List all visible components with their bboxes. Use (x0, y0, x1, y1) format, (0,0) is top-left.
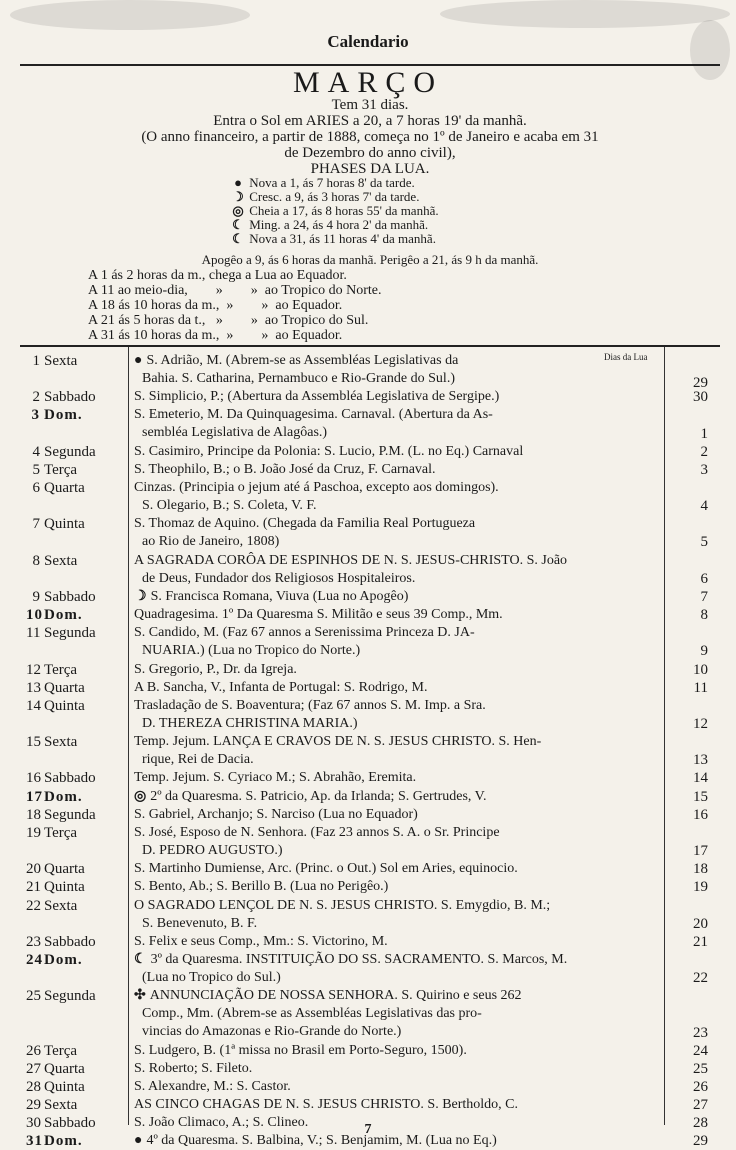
weekday: Sabbado (44, 933, 96, 950)
moon-phase-icon: ☾ (134, 951, 147, 967)
day-number: 27 (26, 1060, 41, 1077)
new-moon-crescent-icon: ☾ (232, 231, 244, 246)
moon-day-number: 27 (693, 1097, 708, 1114)
day-number: 19 (26, 824, 41, 841)
weekday: Dom. (44, 951, 83, 968)
description-text: Quadragesima. 1º Da Quaresma S. Militão e seus 39 Comp., Mm. (134, 607, 503, 623)
last-quarter-icon: ☾ (232, 217, 244, 232)
day-number: 24 (26, 951, 43, 968)
description-line (134, 588, 664, 606)
weekday: Sabbado (44, 1115, 96, 1132)
phases-title: PHASES DA LUA. (310, 161, 430, 177)
day-description (134, 461, 664, 479)
description-text: S. Adrião, M. (Abrem-se as Assembléas Legislativas da (146, 353, 459, 368)
weekday: Sabbado (44, 770, 96, 787)
description-line (134, 533, 664, 551)
description-text: ao Rio de Janeiro, 1808) (142, 534, 280, 550)
description-line (134, 897, 664, 915)
description-text: 2º da Quaresma. S. Patricio, Ap. da Irlanda; S. Gertrudes, V. (150, 788, 487, 804)
description-text: AS CINCO CHAGAS DE N. S. JESUS CHRISTO. S. Bertholdo, C. (134, 1097, 519, 1113)
description-text: ANNUNCIAÇÃO DE NOSSA SENHORA. S. Quirino e seus 262 (149, 988, 522, 1004)
day-description (134, 588, 664, 606)
day-label (26, 987, 126, 1005)
fiscal-note-line1: (O anno financeiro, a partir de 1888, começa no 1º de Janeiro e acaba em 31 (141, 129, 599, 145)
day-label (26, 1060, 126, 1078)
description-text: Trasladação de S. Boaventura; (Faz 67 annos S. M. Imp. a Sra. (134, 697, 486, 713)
weekday: Terça (44, 661, 78, 678)
description-text: Bahia. S. Catharina, Pernambuco e Rio-Grande do Sul.) (142, 371, 455, 386)
day-label (26, 733, 126, 751)
weekday: Segunda (44, 443, 96, 460)
description-text: 3º da Quaresma. INSTITUIÇÃO DO SS. SACRAMENTO. S. Marcos, M. (150, 951, 568, 967)
day-label (26, 806, 126, 824)
day-number: 23 (26, 933, 41, 950)
weekday: Segunda (44, 806, 96, 823)
day-number: 17 (26, 788, 43, 805)
day-description (134, 788, 664, 806)
phase-row (230, 232, 630, 246)
moon-days-label: Dias da Lua (604, 352, 648, 362)
day-description (134, 1042, 664, 1060)
moon-day-number: 7 (700, 588, 708, 605)
day-label (26, 951, 126, 969)
weekday: Sexta (44, 897, 78, 914)
day-number: 21 (26, 879, 41, 896)
description-line (134, 987, 664, 1005)
day-label (26, 515, 126, 533)
moon-phase-icon: ● (134, 353, 143, 368)
moon-day-number: 9 (700, 643, 708, 660)
moon-phase-icon: ☽ (134, 588, 147, 604)
description-line (134, 443, 664, 461)
ink-stain (440, 0, 730, 28)
day-label (26, 461, 126, 479)
day-description (134, 515, 664, 551)
description-text: Temp. Jejum. LANÇA E CRAVOS DE N. S. JESUS CHRISTO. S. Hen- (134, 734, 542, 750)
description-line (134, 1023, 664, 1041)
moon-day-number: 13 (693, 752, 708, 769)
day-number: 16 (26, 770, 41, 787)
description-text: S. Olegario, B.; S. Coleta, V. F. (142, 498, 317, 514)
header-title: Calendario (327, 32, 409, 51)
phase-row (230, 176, 630, 190)
moon-phase-icon: ✣ (134, 988, 146, 1004)
description-text: S. Bento, Ab.; S. Berillo B. (Lua no Perigêo.) (134, 879, 389, 895)
day-description (134, 769, 664, 787)
moon-phase-icon: ● (134, 1133, 143, 1149)
weekday: Quarta (44, 1060, 85, 1077)
description-text: S. Martinho Dumiense, Arc. (Princ. o Out.) Sol em Aries, equinocio. (134, 861, 518, 877)
weekday: Quinta (44, 516, 85, 533)
description-text: S. Casimiro, Principe da Polonia: S. Lucio, P.M. (L. no Eq.) Carnaval (134, 443, 524, 459)
description-text: S. José, Esposo de N. Senhora. (Faz 23 annos S. A. o Sr. Principe (134, 824, 500, 840)
moon-day-number: 26 (693, 1079, 708, 1095)
description-text: NUARIA.) (Lua no Tropico do Norte.) (142, 643, 361, 659)
day-number: 2 (32, 389, 40, 406)
description-text: S. Roberto; S. Fileto. (134, 1060, 253, 1076)
phase-row (230, 204, 630, 218)
day-label (26, 606, 126, 624)
day-number: 15 (26, 734, 41, 751)
description-line (134, 461, 664, 479)
day-description (134, 1060, 664, 1078)
description-line (134, 1005, 664, 1023)
day-number: 26 (26, 1042, 41, 1059)
moon-day-number: 2 (700, 443, 708, 460)
description-text: S. Benevenuto, B. F. (142, 915, 258, 931)
equator-line: A 11 ao meio-dia, » » ao Tropico do Norte. (88, 283, 382, 298)
description-line (134, 515, 664, 533)
description-text: sembléa Legislativa de Alagôas.) (142, 425, 328, 441)
day-label (26, 479, 126, 497)
day-description (134, 897, 664, 933)
day-number: 18 (26, 806, 41, 823)
weekday: Quinta (44, 697, 85, 714)
description-line (134, 370, 664, 388)
description-line (134, 388, 664, 406)
equator-line: A 31 ás 10 horas da m., » » ao Equador. (88, 328, 343, 343)
moon-day-number: 6 (700, 570, 708, 587)
description-text: 4º da Quaresma. S. Balbina, V.; S. Benjamim, M. (Lua no Eq.) (146, 1133, 497, 1149)
description-line (134, 1042, 664, 1060)
description-line (134, 769, 664, 787)
description-line (134, 1060, 664, 1078)
day-label (26, 679, 126, 697)
moon-day-number: 5 (700, 534, 708, 551)
description-text: S. Candido, M. (Faz 67 annos a Serenissima Princeza D. JA- (134, 625, 475, 641)
day-label (26, 552, 126, 570)
description-line (134, 1078, 664, 1096)
weekday: Quarta (44, 480, 85, 497)
description-line (134, 570, 664, 588)
day-label (26, 624, 126, 642)
description-text: O SAGRADO LENÇOL DE N. S. JESUS CHRISTO. S. Emygdio, B. M.; (134, 897, 551, 913)
description-line (134, 824, 664, 842)
day-description (134, 878, 664, 896)
moon-day-number: 25 (693, 1060, 708, 1077)
day-description (134, 679, 664, 697)
day-number: 9 (32, 588, 40, 605)
day-number: 20 (26, 861, 41, 878)
apogee-line: Apogêo a 9, ás 6 horas da manhã. Perigêo a 21, ás 9 h da manhã. (201, 252, 539, 267)
day-description (134, 479, 664, 515)
day-label (26, 406, 126, 424)
day-label (26, 788, 126, 806)
moon-day-number: 30 (693, 389, 708, 406)
equator-line: A 18 ás 10 horas da m., » » ao Equador. (88, 298, 343, 313)
moon-day-number: 17 (693, 843, 708, 860)
day-description (134, 552, 664, 588)
description-line (134, 424, 664, 442)
day-number: 13 (26, 679, 41, 696)
day-number: 6 (32, 480, 40, 497)
description-text: Comp., Mm. (Abrem-se as Assembléas Legislativas das pro- (142, 1006, 482, 1022)
moon-day-number: 29 (693, 1133, 708, 1150)
description-line (134, 878, 664, 896)
day-label (26, 897, 126, 915)
moon-day-number: 14 (693, 770, 708, 787)
phase-text: Nova a 1, ás 7 horas 8' da tarde. (246, 175, 415, 190)
description-text: S. Alexandre, M.: S. Castor. (134, 1079, 291, 1094)
weekday: Quarta (44, 679, 85, 696)
description-line (134, 951, 664, 969)
description-line (134, 915, 664, 933)
moon-day-number: 16 (693, 806, 708, 823)
page-number: 7 (364, 1122, 372, 1137)
moon-day-number: 4 (700, 498, 708, 515)
day-description (134, 987, 664, 1041)
moon-day-number: 12 (693, 715, 708, 732)
description-line (134, 642, 664, 660)
phase-text: Cresc. a 9, ás 3 horas 7' da tarde. (246, 189, 420, 204)
day-label (26, 1096, 126, 1114)
weekday: Segunda (44, 988, 96, 1005)
description-text: de Deus, Fundador dos Religiosos Hospitaleiros. (142, 570, 416, 586)
description-line (134, 751, 664, 769)
description-line (134, 497, 664, 515)
description-line (134, 406, 664, 424)
description-line (134, 969, 664, 987)
weekday: Segunda (44, 625, 96, 642)
equator-line: A 21 ás 5 horas da t., » » ao Tropico do Sul. (88, 313, 369, 328)
day-label (26, 1078, 126, 1096)
description-line (134, 733, 664, 751)
moon-day-number: 19 (693, 879, 708, 896)
weekday: Dom. (44, 788, 83, 805)
weekday: Terça (44, 1042, 78, 1059)
weekday: Dom. (44, 407, 83, 424)
day-description (134, 806, 664, 824)
description-text: S. Thomaz de Aquino. (Chegada da Familia Real Portugueza (134, 516, 476, 532)
moon-day-number: 18 (693, 861, 708, 878)
day-number: 5 (32, 461, 40, 478)
description-text: S. Gregorio, P., Dr. da Igreja. (134, 661, 297, 677)
day-number: 28 (26, 1079, 41, 1095)
column-divider-right (664, 347, 665, 1125)
weekday: Quarta (44, 861, 85, 878)
weekday: Terça (44, 824, 78, 841)
day-description (134, 933, 664, 951)
weekday: Sexta (44, 353, 78, 369)
description-line (134, 679, 664, 697)
day-label (26, 697, 126, 715)
description-text: S. Gabriel, Archanjo; S. Narciso (Lua no Equador) (134, 806, 418, 822)
phase-text: Ming. a 24, ás 4 hora 2' da manhã. (246, 217, 429, 232)
day-number: 30 (26, 1115, 41, 1132)
description-text: D. PEDRO AUGUSTO.) (142, 842, 283, 858)
day-description (134, 1078, 664, 1096)
day-number: 8 (32, 552, 40, 569)
description-line (134, 352, 664, 370)
description-text: (Lua no Tropico do Sul.) (142, 969, 281, 985)
first-quarter-icon: ☽ (232, 189, 244, 204)
day-number: 12 (26, 661, 41, 678)
weekday: Sabbado (44, 389, 96, 406)
description-line (134, 552, 664, 570)
day-label (26, 933, 126, 951)
description-line (134, 606, 664, 624)
equator-line: A 1 ás 2 horas da m., chega a Lua ao Equador. (88, 268, 347, 283)
day-label (26, 1042, 126, 1060)
day-label (26, 860, 126, 878)
description-text: S. Francisca Romana, Viuva (Lua no Apogêo) (150, 588, 409, 604)
new-moon-icon: ● (234, 175, 242, 190)
description-text: D. THEREZA CHRISTINA MARIA.) (142, 715, 358, 731)
day-description (134, 661, 664, 679)
day-number: 7 (32, 516, 40, 533)
day-number: 10 (26, 607, 43, 624)
description-text: A B. Sancha, V., Infanta de Portugal: S. Rodrigo, M. (134, 679, 428, 695)
full-moon-icon: ◎ (232, 203, 244, 218)
description-line (134, 806, 664, 824)
day-label (26, 661, 126, 679)
description-text: S. Theophilo, B.; o B. João José da Cruz, F. Carnaval. (134, 461, 436, 477)
moon-day-number: 3 (700, 461, 708, 478)
day-number: 11 (26, 625, 41, 642)
moon-day-number: 1 (700, 425, 708, 442)
description-text: S. Felix e seus Comp., Mm.: S. Victorino, M. (134, 933, 388, 949)
description-text: S. Emeterio, M. Da Quinquagesima. Carnaval. (Abertura da As- (134, 407, 493, 423)
description-text: S. Simplicio, P.; (Abertura da Assembléa Legislativa de Sergipe.) (134, 389, 500, 405)
month-name: MARÇO (292, 66, 444, 99)
day-number: 31 (26, 1133, 43, 1150)
weekday: Terça (44, 461, 78, 478)
weekday: Sexta (44, 552, 78, 569)
moon-day-number: 22 (693, 970, 708, 987)
description-text: S. Ludgero, B. (1ª missa no Brasil em Porto-Seguro, 1500). (134, 1042, 467, 1058)
day-description (134, 860, 664, 878)
table-top-rule (20, 345, 720, 347)
description-text: Temp. Jejum. S. Cyriaco M.; S. Abrahão, Eremita. (134, 770, 417, 786)
moon-day-number: 20 (693, 915, 708, 932)
day-label (26, 443, 126, 461)
description-text: rique, Rei de Dacia. (142, 752, 254, 768)
day-description (134, 352, 664, 388)
moon-day-number: 11 (693, 679, 708, 696)
ink-stain (10, 0, 250, 30)
sun-entry: Entra o Sol em ARIES a 20, a 7 horas 19' da manhã. (213, 113, 527, 129)
moon-day-number: 23 (693, 1024, 708, 1041)
day-number: 29 (26, 1097, 41, 1114)
day-number: 22 (26, 897, 41, 914)
day-label (26, 588, 126, 606)
day-description (134, 406, 664, 442)
weekday: Sabbado (44, 588, 96, 605)
description-text: vincias do Amazonas e Rio-Grande do Norte.) (142, 1024, 402, 1040)
description-line (134, 860, 664, 878)
day-description (134, 824, 664, 860)
description-line (134, 933, 664, 951)
description-line (134, 715, 664, 733)
day-label (26, 769, 126, 787)
weekday: Sexta (44, 1097, 78, 1114)
weekday: Sexta (44, 734, 78, 751)
day-label (26, 878, 126, 896)
moon-day-number: 24 (693, 1042, 708, 1059)
description-text: A SAGRADA CORÔA DE ESPINHOS DE N. S. JESUS-CHRISTO. S. João (134, 552, 568, 568)
day-number: 14 (26, 697, 41, 714)
weekday: Dom. (44, 1133, 83, 1150)
days-count: Tem 31 dias. (331, 97, 409, 113)
day-number: 4 (32, 443, 40, 460)
weekday: Quinta (44, 1079, 85, 1095)
description-line (134, 788, 664, 806)
day-label (26, 388, 126, 406)
weekday: Dom. (44, 607, 83, 624)
description-line (134, 624, 664, 642)
moon-day-number: 10 (693, 661, 708, 678)
phase-text: Nova a 31, ás 11 horas 4' da manhã. (246, 231, 436, 246)
fiscal-note-line2: de Dezembro do anno civil), (284, 145, 456, 161)
day-number: 25 (26, 988, 41, 1005)
description-line (134, 697, 664, 715)
moon-day-number: 21 (693, 933, 708, 950)
day-number: 1 (32, 353, 40, 369)
day-description (134, 733, 664, 769)
day-description (134, 951, 664, 987)
description-line (134, 479, 664, 497)
moon-day-number: 29 (693, 375, 708, 392)
weekday: Quinta (44, 879, 85, 896)
day-description (134, 697, 664, 733)
moon-day-number: 28 (693, 1115, 708, 1132)
day-number: 3 (31, 407, 40, 424)
description-line (134, 842, 664, 860)
column-divider-left (128, 347, 129, 1125)
day-description (134, 443, 664, 461)
phase-text: Cheia a 17, ás 8 horas 55' da manhã. (246, 203, 439, 218)
description-line (134, 661, 664, 679)
description-text: S. João Climaco, A.; S. Clineo. (134, 1115, 309, 1131)
description-line (134, 1096, 664, 1114)
day-description (134, 1096, 664, 1114)
moon-day-number: 15 (693, 788, 708, 805)
day-description (134, 606, 664, 624)
description-text: Cinzas. (Principia o jejum até á Paschoa, excepto aos domingos). (134, 480, 499, 496)
moon-day-number: 8 (700, 607, 708, 624)
day-label (26, 824, 126, 842)
day-description (134, 388, 664, 406)
phase-row (230, 190, 630, 204)
day-description (134, 624, 664, 660)
phase-row (230, 218, 630, 232)
moon-phase-icon: ◎ (134, 788, 147, 804)
day-label (26, 352, 126, 370)
